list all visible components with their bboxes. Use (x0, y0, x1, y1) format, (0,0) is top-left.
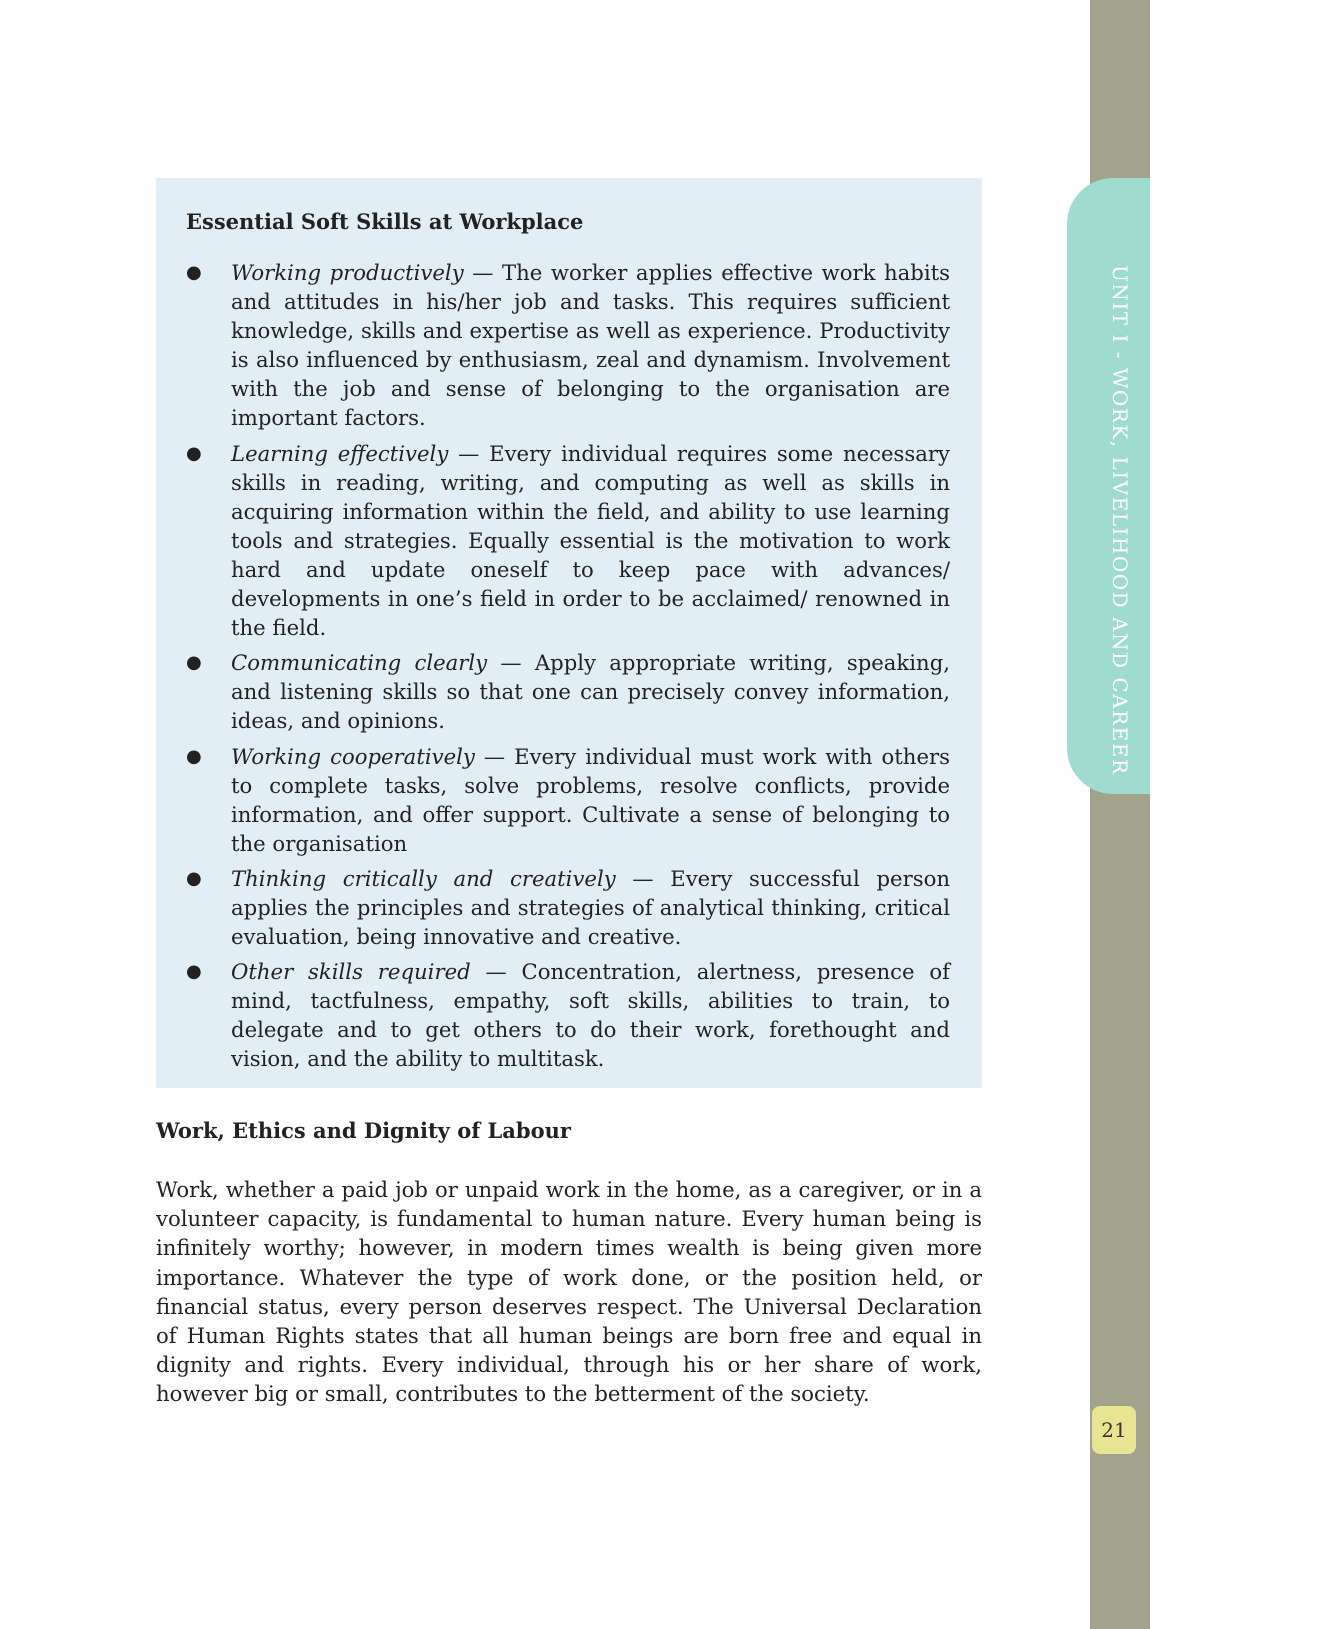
skill-item-working-cooperatively (186, 742, 950, 858)
skill-text: — Every individual requires some necessary skills in reading, writing, and computing as well as skills in acquiring information within the field, and ability to use learning tools and strategies. Equally essential is the motivation to work hard and update oneself to keep pace with advances/ developments in one’s field in order to be acclaimed/ renowned in the field. (231, 440, 951, 641)
page-number: 21 (1092, 1406, 1136, 1454)
bullet-icon: ● (186, 652, 202, 674)
skill-term: Other skills required (231, 959, 471, 985)
skill-term: Working cooperatively (231, 743, 475, 769)
skill-term: Working productively (231, 260, 464, 285)
bullet-icon: ● (186, 745, 202, 767)
skill-term: Thinking critically and creatively (231, 865, 616, 891)
skill-text: — Every individual must work with others to complete tasks, solve problems, resolve conflicts, provide information, and offer support. Cultivate a sense of belonging to the organisation (231, 743, 950, 856)
skill-item-communicating-clearly (186, 648, 950, 735)
skill-term: Communicating clearly (231, 650, 488, 676)
skill-item-thinking-critically (186, 864, 950, 951)
bullet-icon: ● (186, 961, 202, 983)
box-title: Essential Soft Skills at Workplace (186, 209, 584, 234)
skills-list (186, 258, 950, 1074)
soft-skills-box (156, 178, 982, 1088)
skill-item-working-productively (186, 258, 950, 433)
skill-term: Learning effectively (231, 440, 449, 466)
skill-text: — Concentration, alertness, presence of mind, tactfulness, empathy, soft skills, abilities to train, to delegate and to get others to do their work, forethought and vision, and the ability to multitask. (231, 959, 950, 1072)
bullet-icon: ● (186, 867, 202, 889)
skill-text: — Apply appropriate writing, speaking, and listening skills so that one can precisely convey information, ideas, and opinions. (231, 650, 950, 734)
skill-item-other-skills (186, 957, 950, 1073)
unit-label: UNIT I - WORK, LIVELIHOOD AND CAREER (1108, 265, 1132, 776)
section-heading: Work, Ethics and Dignity of Labour (156, 1118, 571, 1143)
skill-text: — The worker applies effective work habits and attitudes in his/her job and tasks. This requires sufficient knowledge, skills and expertise as well as experience. Productivity is also influenced by enthusiasm, zeal and dynamism. Involvement with the job and sense of belonging to the organisation are important factors. (231, 260, 950, 431)
skill-item-learning-effectively (186, 439, 950, 643)
skill-text: — Every successful person applies the principles and strategies of analytical thinking, critical evaluation, being innovative and creative. (231, 865, 950, 950)
bullet-icon: ● (186, 262, 202, 283)
bullet-icon: ● (186, 442, 202, 464)
section-paragraph: Work, whether a paid job or unpaid work in the home, as a caregiver, or in a volunteer capacity, is fundamental to human nature. Every human being is infinitely worthy; however, in modern times wealth is being given more importance. Whatever the type of work done, or the position held, or financial status, every person deserves respect. The Universal Declaration of Human Rights states that all human beings are born free and equal in dignity and rights. Every individual, through his or her share of work, however big or small, contributes to the betterment of the society. (156, 1177, 982, 1407)
